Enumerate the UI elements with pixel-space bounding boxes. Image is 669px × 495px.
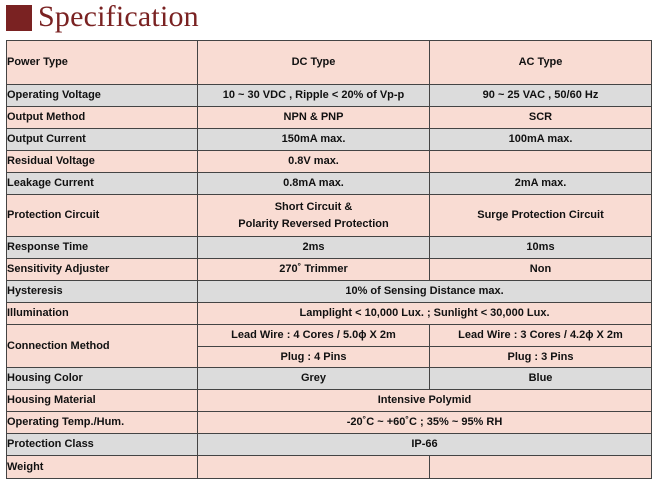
table-row-output-method — [7, 107, 652, 129]
row-label: Weight — [7, 456, 198, 479]
table-row-response-time — [7, 237, 652, 259]
cell-dc: NPN & PNP — [198, 107, 430, 129]
specification-table — [6, 40, 652, 479]
table-row-illumination — [7, 303, 652, 325]
row-label: Residual Voltage — [7, 151, 198, 173]
row-label: Illumination — [7, 303, 198, 325]
row-label: Housing Color — [7, 368, 198, 390]
cell-dc: Grey — [198, 368, 430, 390]
row-label: Sensitivity Adjuster — [7, 259, 198, 281]
cell-merged: -20˚C ~ +60˚C ; 35% ~ 95% RH — [198, 412, 652, 434]
cell-dc: 0.8mA max. — [198, 173, 430, 195]
cell-ac — [430, 151, 652, 173]
cell-dc-wire: Lead Wire : 4 Cores / 5.0ϕ X 2m — [198, 325, 430, 347]
row-label: Output Method — [7, 107, 198, 129]
cell-ac: 90 ~ 25 VAC , 50/60 Hz — [430, 85, 652, 107]
cell-ac-wire: Lead Wire : 3 Cores / 4.2ϕ X 2m — [430, 325, 652, 347]
row-label: Response Time — [7, 237, 198, 259]
cell-ac: 100mA max. — [430, 129, 652, 151]
table-row-residual-voltage — [7, 151, 652, 173]
table-row-leakage-current — [7, 173, 652, 195]
table-row-power-type — [7, 41, 652, 85]
row-label: Operating Voltage — [7, 85, 198, 107]
cell-ac-plug: Plug : 3 Pins — [430, 347, 652, 368]
row-label: Connection Method — [7, 325, 198, 368]
cell-dc-plug: Plug : 4 Pins — [198, 347, 430, 368]
row-label: Housing Material — [7, 390, 198, 412]
row-label: Power Type — [7, 41, 198, 85]
cell-merged: Lamplight < 10,000 Lux. ; Sunlight < 30,000 Lux. — [198, 303, 652, 325]
cell-ac: SCR — [430, 107, 652, 129]
cell-dc: 10 ~ 30 VDC , Ripple < 20% of Vp-p — [198, 85, 430, 107]
cell-ac: 10ms — [430, 237, 652, 259]
table-row-operating-voltage — [7, 85, 652, 107]
page-title: Specification — [38, 0, 199, 33]
table-row-housing-color — [7, 368, 652, 390]
column-header-ac: AC Type — [430, 41, 652, 85]
table-row-output-current — [7, 129, 652, 151]
table-row-protection-circuit — [7, 195, 652, 237]
cell-dc-line1: Short Circuit & — [274, 200, 353, 213]
cell-ac: 2mA max. — [430, 173, 652, 195]
cell-dc — [198, 456, 430, 479]
cell-dc: 270˚ Trimmer — [198, 259, 430, 281]
cell-ac: Blue — [430, 368, 652, 390]
row-label: Hysteresis — [7, 281, 198, 303]
cell-ac: Non — [430, 259, 652, 281]
table-row-sensitivity-adjuster — [7, 259, 652, 281]
cell-ac: Surge Protection Circuit — [430, 195, 652, 237]
cell-merged: 10% of Sensing Distance max. — [198, 281, 652, 303]
cell-dc: 150mA max. — [198, 129, 430, 151]
cell-dc-line2: Polarity Reversed Protection — [238, 217, 389, 230]
cell-merged: Intensive Polymid — [198, 390, 652, 412]
section-heading — [6, 0, 199, 34]
row-label: Leakage Current — [7, 173, 198, 195]
table-row-connection-method — [7, 325, 652, 347]
cell-dc: 2ms — [198, 237, 430, 259]
row-label: Protection Circuit — [7, 195, 198, 237]
row-label: Output Current — [7, 129, 198, 151]
heading-square-icon — [6, 5, 32, 31]
table-row-operating-temp — [7, 412, 652, 434]
column-header-dc: DC Type — [198, 41, 430, 85]
cell-dc: 0.8V max. — [198, 151, 430, 173]
row-label: Protection Class — [7, 434, 198, 456]
cell-dc — [198, 195, 430, 237]
table-row-protection-class — [7, 434, 652, 456]
row-label: Operating Temp./Hum. — [7, 412, 198, 434]
table-row-housing-material — [7, 390, 652, 412]
table-row-hysteresis — [7, 281, 652, 303]
cell-ac — [430, 456, 652, 479]
cell-merged: IP-66 — [198, 434, 652, 456]
table-row-weight — [7, 456, 652, 479]
